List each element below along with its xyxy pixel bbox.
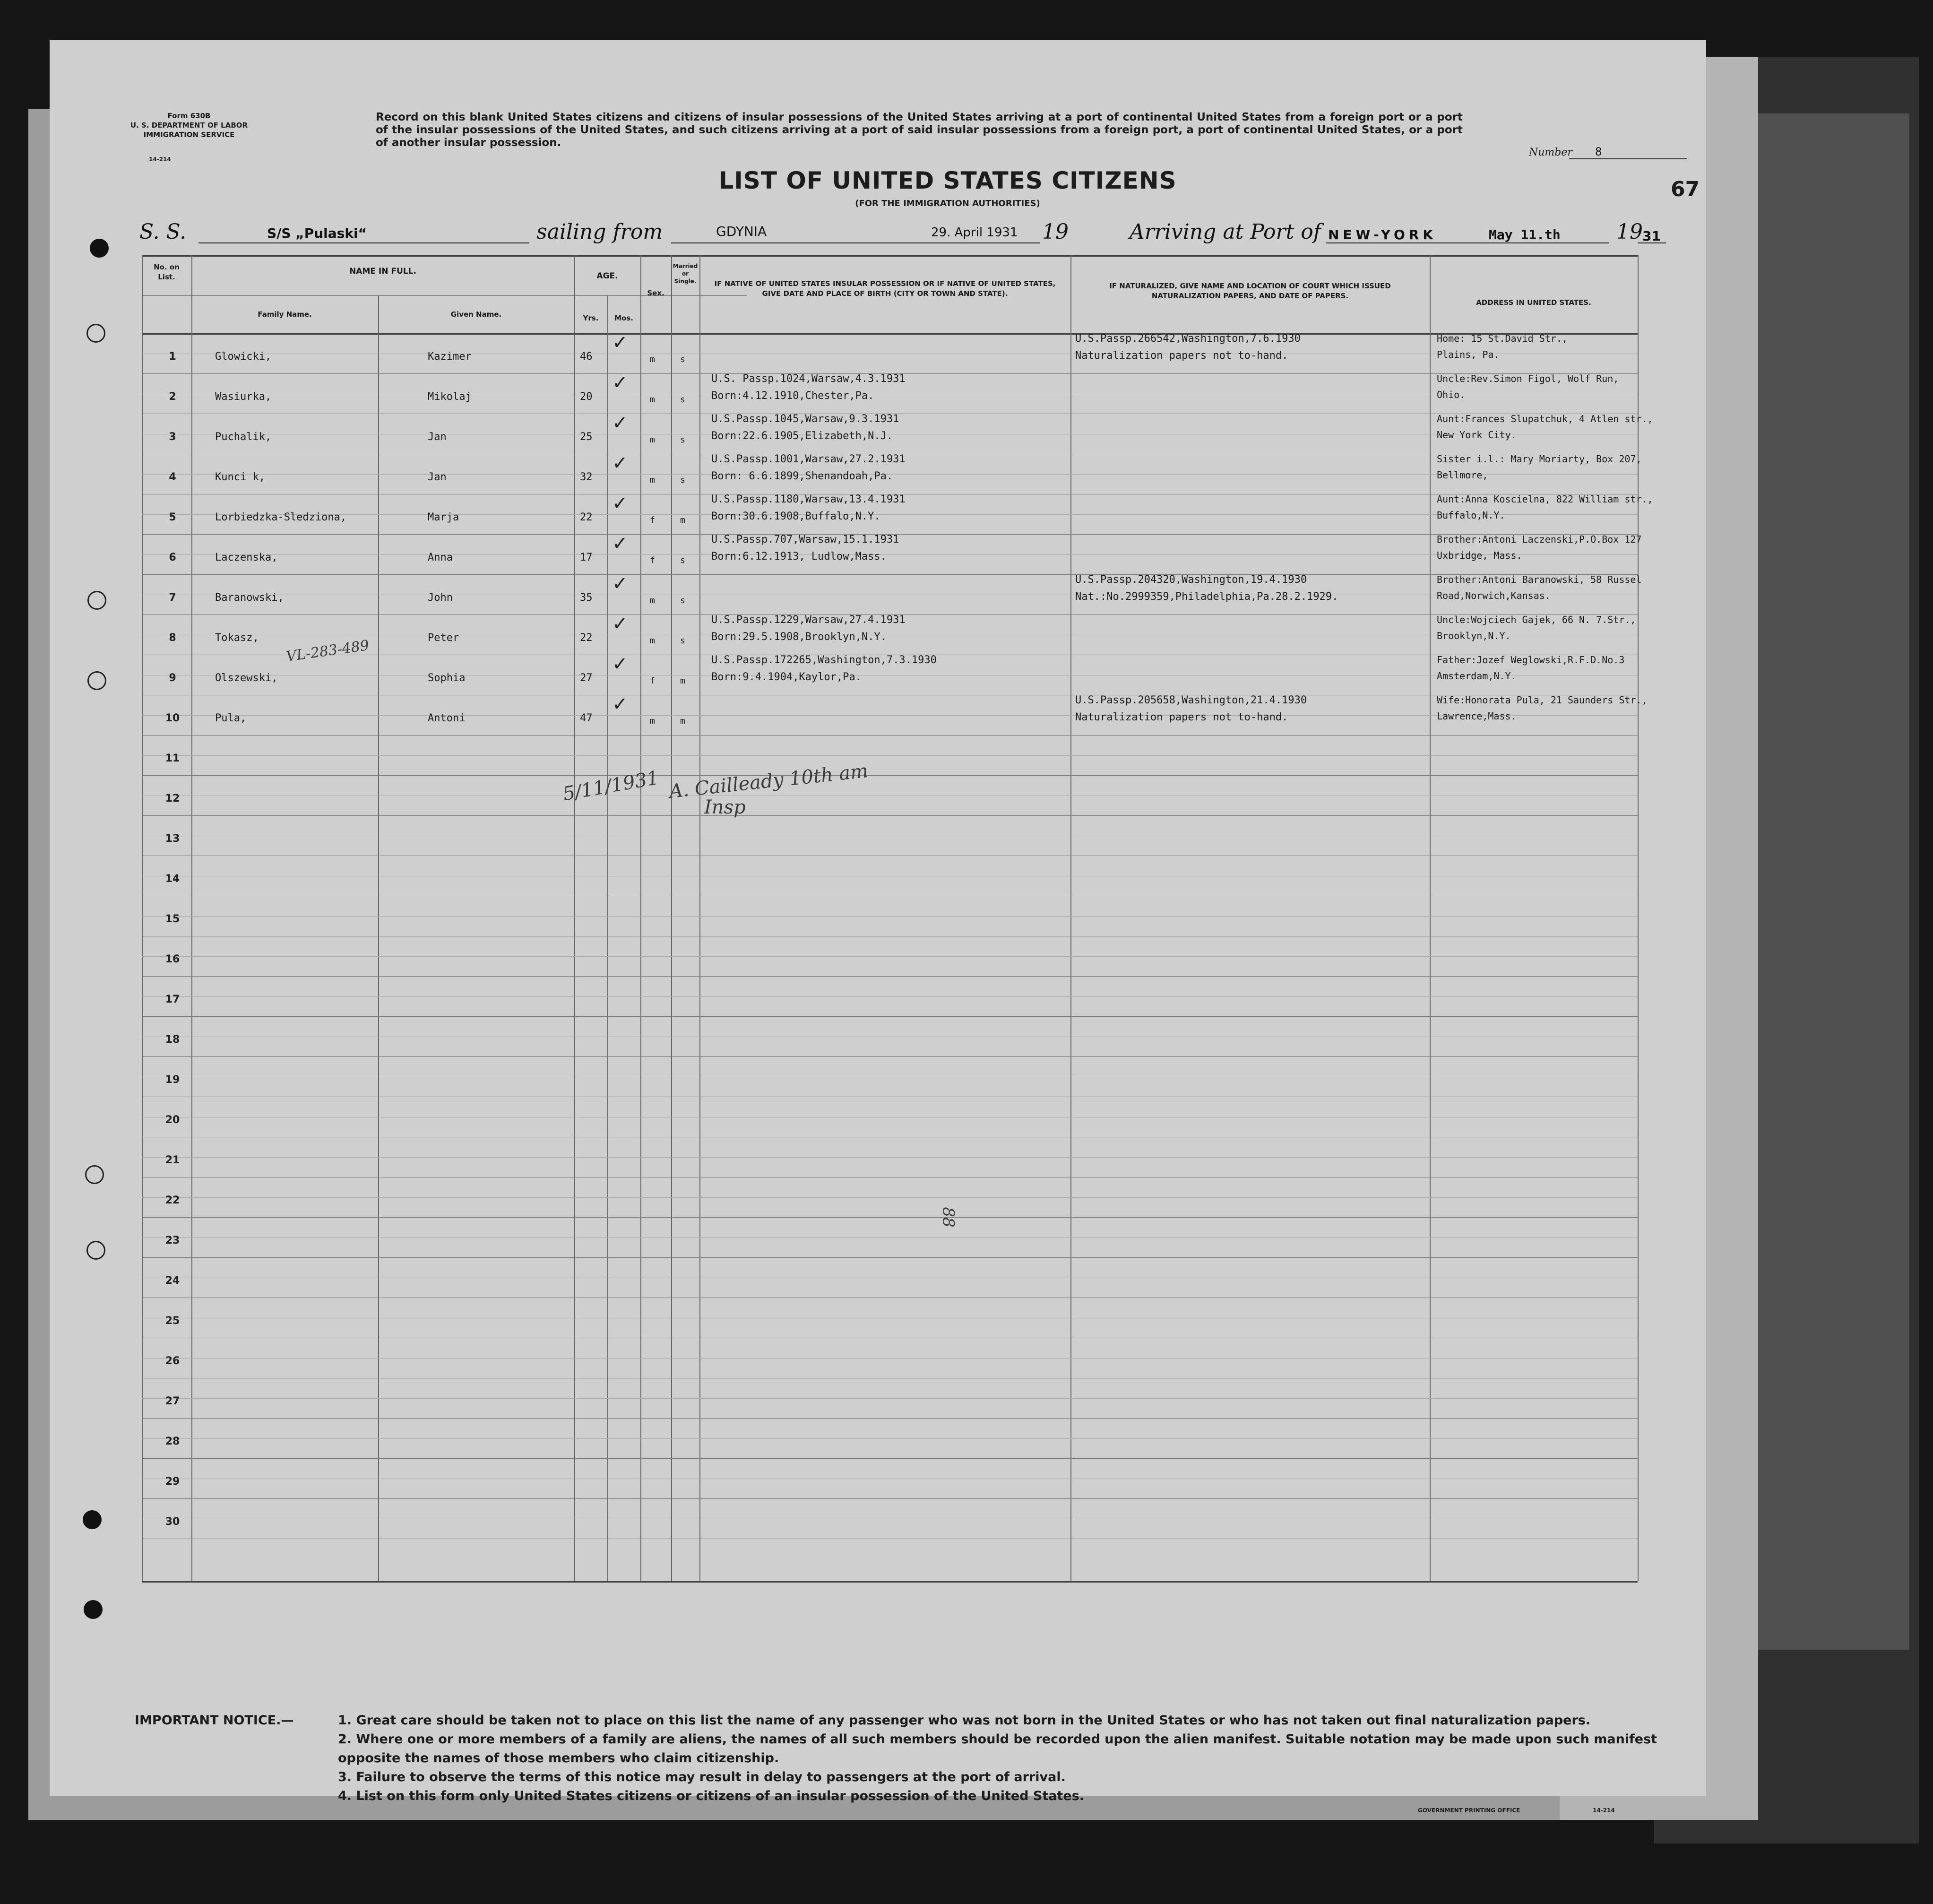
address-line-1: Wife:Honorata Pula, 21 Saunders Str.,	[1437, 694, 1648, 706]
row-line	[142, 976, 1638, 977]
age-years: 47	[580, 712, 593, 724]
address-line-2: Bellmore,	[1437, 469, 1488, 481]
address-line-1: Uncle:Rev.Simon Figol, Wolf Run,	[1437, 373, 1619, 384]
age-years: 35	[580, 592, 593, 604]
row-line	[142, 1217, 1638, 1218]
row-number: 1	[169, 351, 176, 363]
address-line-1: Brother:Antoni Laczenski,P.O.Box 127	[1437, 534, 1642, 545]
number-value: 8	[1595, 145, 1602, 158]
table-top-border	[142, 255, 1638, 257]
marital-status: s	[680, 596, 685, 606]
row-number: 30	[165, 1516, 180, 1528]
arrival-year-suffix: 31	[1642, 228, 1661, 244]
address-line-2: Buffalo,N.Y.	[1437, 510, 1505, 521]
row-guide-line	[142, 1358, 1638, 1359]
checkmark-icon: ✓	[612, 613, 628, 635]
row-number: 19	[165, 1074, 180, 1086]
row-line	[142, 574, 1638, 575]
row-number: 13	[165, 833, 180, 845]
row-number: 3	[169, 431, 176, 443]
row-number: 26	[165, 1355, 180, 1367]
address-line-2: Ohio.	[1437, 389, 1466, 400]
age-years: 22	[580, 632, 593, 644]
row-number: 7	[169, 592, 176, 604]
checkmark-icon: ✓	[612, 412, 628, 434]
given-name: Antoni	[428, 712, 466, 724]
punch-hole	[87, 591, 106, 610]
header-age: AGE.	[596, 271, 618, 281]
punch-hole	[90, 239, 109, 258]
row-line	[142, 1418, 1638, 1419]
age-years: 27	[580, 672, 593, 684]
punch-hole	[85, 1165, 104, 1184]
row-number: 22	[165, 1194, 180, 1206]
footer-form-code: 14-214	[1593, 1807, 1615, 1814]
address-line-1: Home: 15 St.David Str.,	[1437, 333, 1568, 344]
age-years: 22	[580, 511, 593, 523]
address-line-1: Father:Jozef Weglowski,R.F.D.No.3	[1437, 654, 1625, 666]
ship-name-underline	[198, 242, 529, 243]
sex: m	[650, 435, 655, 445]
checkmark-icon: ✓	[612, 573, 628, 595]
handwritten-stamp-date: 5/11/1931	[561, 767, 661, 805]
address-line-2: Brooklyn,N.Y.	[1437, 630, 1511, 641]
address-line-1: Aunt:Frances Slupatchuk, 4 Atlen str.,	[1437, 413, 1653, 424]
punch-hole	[87, 671, 106, 690]
row-guide-line	[142, 1197, 1638, 1198]
notice-item: 1. Great care should be taken not to place on this list the name of any passenger who was not born in the United States or who has not taken out final naturalization papers.	[338, 1713, 1591, 1728]
sex: m	[650, 395, 655, 405]
naturalization-passport: U.S.Passp.266542,Washington,7.6.1930	[1075, 333, 1301, 345]
given-name: Jan	[428, 431, 447, 443]
row-number: 6	[169, 552, 176, 563]
arrival-underline	[1326, 242, 1609, 243]
address-line-2: Uxbridge, Mass.	[1437, 550, 1522, 561]
row-number: 2	[169, 391, 176, 403]
row-number: 16	[165, 953, 180, 965]
address-line-1: Sister i.l.: Mary Moriarty, Box 207,	[1437, 453, 1642, 465]
column-divider	[378, 295, 379, 1581]
family-name: Lorbiedzka-Sledziona,	[215, 511, 347, 523]
service-name: IMMIGRATION SERVICE	[143, 130, 235, 139]
birth-details: Born:4.12.1910,Chester,Pa.	[711, 390, 874, 402]
naturalization-details: Nat.:No.2999359,Philadelphia,Pa.28.2.1929.	[1075, 591, 1338, 603]
row-number: 28	[165, 1436, 180, 1447]
row-number: 15	[165, 913, 180, 925]
naturalization-passport: U.S.Passp.204320,Washington,19.4.1930	[1075, 574, 1307, 586]
row-number: 12	[165, 793, 180, 805]
punch-hole	[86, 1241, 105, 1260]
row-number: 10	[165, 712, 180, 724]
row-number: 18	[165, 1034, 180, 1046]
naturalization-details: Naturalization papers not to-hand.	[1075, 350, 1288, 362]
family-name: Puchalik,	[215, 431, 272, 443]
row-number: 5	[169, 511, 176, 523]
header-family-name: Family Name.	[258, 310, 312, 319]
arrival-port: NEW-YORK	[1328, 227, 1437, 242]
row-number: 17	[165, 994, 180, 1005]
birth-details: Born: 6.6.1899,Shenandoah,Pa.	[711, 470, 893, 482]
sailing-underline	[671, 242, 1040, 243]
checkmark-icon: ✓	[612, 452, 628, 474]
header-bottom-border	[142, 333, 1638, 335]
marital-status: s	[680, 475, 685, 485]
birth-passport: U.S.Passp.172265,Washington,7.3.1930	[711, 654, 937, 666]
notice-items	[338, 1711, 1675, 1806]
marital-status: s	[680, 395, 685, 405]
row-guide-line	[142, 956, 1638, 957]
sex: m	[650, 596, 655, 606]
birth-passport: U.S.Passp.1001,Warsaw,27.2.1931	[711, 453, 906, 465]
punch-hole	[84, 1600, 103, 1619]
row-guide-line	[142, 1157, 1638, 1158]
sex: m	[650, 355, 655, 364]
notice-label: IMPORTANT NOTICE.—	[135, 1713, 294, 1728]
row-line	[142, 1056, 1638, 1057]
department-name: U. S. DEPARTMENT OF LABOR	[130, 121, 248, 130]
header-yrs: Yrs.	[583, 314, 599, 322]
page-subtitle: (FOR THE IMMIGRATION AUTHORITIES)	[855, 199, 1040, 208]
punch-hole	[86, 324, 105, 343]
address-line-2: New York City.	[1437, 429, 1517, 441]
arrival-date: May 11.th	[1489, 227, 1561, 242]
sex: f	[650, 676, 655, 686]
handwritten-mark: 88	[939, 1207, 958, 1228]
sex: f	[650, 515, 655, 525]
family-name: Glowicki,	[215, 351, 272, 363]
row-guide-line	[142, 996, 1638, 997]
given-name: Peter	[428, 632, 459, 644]
address-line-1: Brother:Antoni Baranowski, 58 Russel	[1437, 574, 1642, 585]
sailing-port: GDYNIA	[716, 224, 767, 239]
birth-details: Born:30.6.1908,Buffalo,N.Y.	[711, 511, 880, 522]
marital-status: m	[680, 716, 685, 726]
header-naturalized: IF NATURALIZED, GIVE NAME AND LOCATION OF COURT WHICH ISSUED NATURALIZATION PAPERS, AND DATE OF PAPERS.	[1109, 282, 1391, 300]
form-instructions: Record on this blank United States citizens and citizens of insular possessions of the United States arriving at a port of continental United States from a foreign port or a port of the insular possessions of the United States, and such citizens arriving at a port of said insular possessions from a foreign port, a port of continental United States, or a port of another insular possession.	[376, 111, 1463, 149]
age-years: 17	[580, 552, 593, 563]
handwritten-inspector: A. Cailleady 10th am	[668, 760, 870, 803]
marital-status: s	[680, 355, 685, 364]
number-underline	[1569, 158, 1687, 159]
checkmark-icon: ✓	[612, 693, 628, 715]
year-underline	[1638, 242, 1666, 243]
birth-passport: U.S.Passp.1045,Warsaw,9.3.1931	[711, 413, 899, 425]
row-number: 8	[169, 632, 176, 644]
page-title: LIST OF UNITED STATES CITIZENS	[718, 167, 1177, 194]
row-number: 24	[165, 1275, 180, 1287]
ship-name: S/S „Pulaski“	[267, 225, 367, 241]
sailing-label: sailing from	[536, 220, 663, 244]
row-number: 11	[165, 753, 180, 764]
handwritten-file-ref: VL-283-489	[285, 637, 370, 666]
given-name: John	[428, 592, 453, 604]
notice-item: 4. List on this form only United States citizens or citizens of an insular possession of the United States.	[338, 1789, 1085, 1803]
given-name: Sophia	[428, 672, 466, 684]
row-number: 29	[165, 1476, 180, 1488]
given-name: Marja	[428, 511, 459, 523]
family-name: Wasiurka,	[215, 391, 272, 403]
address-line-2: Road,Norwich,Kansas.	[1437, 590, 1551, 601]
address-line-1: Uncle:Wojciech Gajek, 66 N. 7.Str.,	[1437, 614, 1636, 625]
address-line-2: Lawrence,Mass.	[1437, 710, 1517, 722]
birth-passport: U.S.Passp.1180,Warsaw,13.4.1931	[711, 493, 906, 505]
manifest-page	[50, 40, 1706, 1814]
family-name: Laczenska,	[215, 552, 278, 563]
naturalization-details: Naturalization papers not to-hand.	[1075, 711, 1288, 723]
checkmark-icon: ✓	[612, 533, 628, 554]
marital-status: m	[680, 515, 685, 525]
header-no-on-list: No. on List.	[154, 263, 180, 281]
address-line-2: Plains, Pa.	[1437, 349, 1500, 360]
birth-passport: U.S. Passp.1024,Warsaw,4.3.1931	[711, 373, 906, 385]
birth-details: Born:9.4.1904,Kaylor,Pa.	[711, 671, 862, 683]
row-number: 20	[165, 1114, 180, 1126]
row-number: 4	[169, 471, 176, 483]
age-years: 32	[580, 471, 593, 483]
given-name: Kazimer	[428, 351, 472, 363]
row-line	[142, 1458, 1638, 1459]
handwritten-inspector-2: Insp	[704, 796, 746, 818]
birth-details: Born:29.5.1908,Brooklyn,N.Y.	[711, 631, 887, 643]
row-guide-line	[142, 514, 1638, 515]
column-divider	[607, 295, 608, 1581]
family-name: Olszewski,	[215, 672, 278, 684]
age-years: 20	[580, 391, 593, 403]
birth-details: Born:6.12.1913, Ludlow,Mass.	[711, 551, 887, 563]
ss-label: S. S.	[139, 220, 187, 244]
checkmark-icon: ✓	[612, 332, 628, 354]
row-guide-line	[142, 554, 1638, 555]
row-line	[142, 775, 1638, 776]
sex: m	[650, 636, 655, 646]
marital-status: m	[680, 676, 685, 686]
row-number: 27	[165, 1395, 180, 1407]
family-name: Tokasz,	[215, 632, 259, 644]
checkmark-icon: ✓	[612, 653, 628, 675]
birth-passport: U.S.Passp.707,Warsaw,15.1.1931	[711, 534, 899, 545]
row-guide-line	[142, 755, 1638, 756]
printer-mark: GOVERNMENT PRINTING OFFICE	[1418, 1807, 1520, 1814]
sex: f	[650, 555, 655, 565]
notice-item: 2. Where one or more members of a family are aliens, the names of all such members should be recorded upon the alien manifest. Suitable notation may be made upon such manifest opposite the names of those members who claim citizenship.	[338, 1732, 1657, 1766]
family-name: Baranowski,	[215, 592, 284, 604]
header-address: ADDRESS IN UNITED STATES.	[1476, 298, 1591, 307]
form-code: 14-214	[149, 156, 171, 163]
row-guide-line	[142, 1398, 1638, 1399]
header-given-name: Given Name.	[450, 310, 502, 319]
given-name: Anna	[428, 552, 453, 563]
header-mos: Mos.	[614, 314, 633, 322]
row-number: 23	[165, 1235, 180, 1246]
row-number: 25	[165, 1315, 180, 1327]
form-identifier	[128, 111, 250, 139]
row-guide-line	[142, 715, 1638, 716]
checkmark-icon: ✓	[612, 372, 628, 394]
row-guide-line	[142, 1438, 1638, 1439]
given-name: Jan	[428, 471, 447, 483]
table-bottom-border	[142, 1581, 1638, 1583]
age-years: 25	[580, 431, 593, 443]
header-married-single: Married or Single.	[673, 263, 698, 285]
number-label: Number	[1529, 147, 1572, 158]
punch-hole	[83, 1510, 102, 1529]
marital-status: s	[680, 636, 685, 646]
marital-status: s	[680, 555, 685, 565]
row-line	[142, 1498, 1638, 1499]
family-name: Kunci k,	[215, 471, 265, 483]
sex: m	[650, 475, 655, 485]
notice-item: 3. Failure to observe the terms of this notice may result in delay to passengers at the port of arrival.	[338, 1770, 1066, 1784]
header-sex: Sex.	[647, 289, 664, 297]
sex: m	[650, 716, 655, 726]
birth-details: Born:22.6.1905,Elizabeth,N.J.	[711, 430, 893, 442]
given-name: Mikolaj	[428, 391, 472, 403]
row-number: 9	[169, 672, 176, 684]
address-line-2: Amsterdam,N.Y.	[1437, 670, 1517, 682]
age-years: 46	[580, 351, 593, 363]
page-number: 67	[1671, 177, 1700, 201]
row-line	[142, 735, 1638, 736]
arriving-label: Arriving at Port of	[1130, 220, 1321, 244]
row-guide-line	[142, 916, 1638, 917]
naturalization-passport: U.S.Passp.205658,Washington,21.4.1930	[1075, 694, 1307, 706]
row-line	[142, 1257, 1638, 1258]
family-name: Pula,	[215, 712, 247, 724]
checkmark-icon: ✓	[612, 493, 628, 514]
row-number: 21	[165, 1154, 180, 1166]
address-line-1: Aunt:Anna Koscielna, 822 William str.,	[1437, 493, 1653, 505]
sailing-date: 29. April 1931	[931, 225, 1018, 240]
row-number: 14	[165, 873, 180, 885]
marital-status: s	[680, 435, 685, 445]
header-birth: IF NATIVE OF UNITED STATES INSULAR POSSESSION OR IF NATIVE OF UNITED STATES, GIVE DATE AND PLACE OF BIRTH (CITY OR TOWN AND STATE).	[714, 279, 1056, 298]
header-name-in-full: NAME IN FULL.	[349, 267, 416, 276]
year-prefix: 19	[1042, 220, 1069, 244]
row-line	[142, 815, 1638, 816]
form-number: Form 630B	[167, 112, 211, 120]
row-line	[142, 1016, 1638, 1017]
birth-passport: U.S.Passp.1229,Warsaw,27.4.1931	[711, 614, 906, 626]
arrival-year-prefix: 19	[1616, 220, 1643, 244]
